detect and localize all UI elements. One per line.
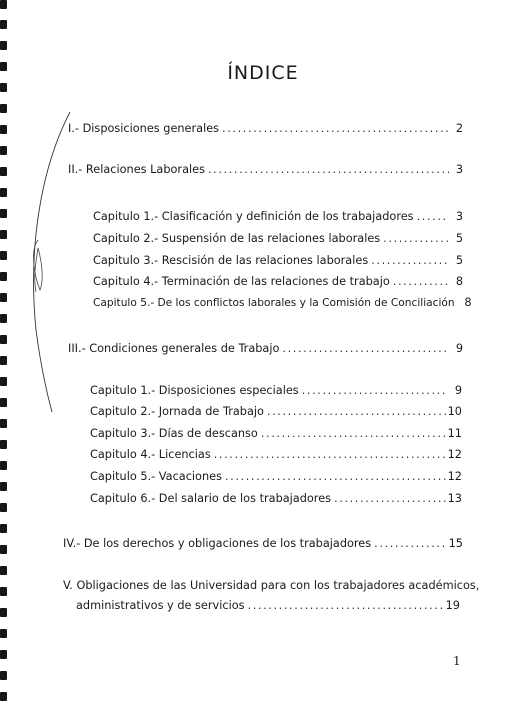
toc-entry-section-4 bbox=[63, 537, 463, 550]
entry-label: Capitulo 2.- Jornada de Trabajo bbox=[90, 405, 264, 418]
toc-entry-chapter bbox=[93, 254, 463, 267]
dot-leader bbox=[225, 470, 446, 483]
dot-leader bbox=[417, 210, 449, 223]
entry-label: Capitulo 5.- Vacaciones bbox=[90, 470, 222, 483]
entry-page-number: 13 bbox=[447, 492, 462, 505]
dot-leader bbox=[282, 342, 449, 355]
entry-label: III.- Condiciones generales de Trabajo bbox=[68, 342, 280, 355]
page-title: ÍNDICE bbox=[227, 62, 299, 84]
entry-label: administrativos y de servicios bbox=[76, 599, 245, 612]
entry-label: Capitulo 1.- Disposiciones especiales bbox=[90, 384, 299, 397]
toc-entry-section-5 bbox=[76, 599, 460, 612]
entry-page-number: 5 bbox=[455, 232, 463, 245]
toc-entry-chapter bbox=[93, 296, 472, 309]
entry-page-number: 15 bbox=[448, 537, 463, 550]
entry-page-number: 8 bbox=[464, 296, 472, 309]
dot-leader bbox=[267, 405, 446, 418]
entry-page-number: 2 bbox=[455, 122, 463, 135]
entry-page-number: 8 bbox=[455, 275, 463, 288]
entry-label: Capitulo 2.- Suspensión de las relaciones laborales bbox=[93, 232, 381, 245]
toc-entry-chapter bbox=[90, 427, 462, 440]
toc-entry-chapter bbox=[90, 470, 462, 483]
entry-page-number: 12 bbox=[447, 448, 462, 461]
page-number: 1 bbox=[453, 654, 461, 668]
entry-label: Capitulo 3.- Rescisión de las relaciones laborales bbox=[93, 254, 369, 267]
dot-leader bbox=[371, 254, 449, 267]
entry-page-number: 12 bbox=[447, 470, 462, 483]
dot-leader bbox=[222, 122, 449, 135]
entry-page-number: 11 bbox=[447, 427, 462, 440]
toc-entry-section-3 bbox=[68, 342, 463, 355]
entry-page-number: 5 bbox=[455, 254, 463, 267]
toc-entry-section-1 bbox=[68, 122, 463, 135]
toc-entry-chapter bbox=[90, 384, 462, 397]
entry-page-number: 10 bbox=[447, 405, 462, 418]
dot-leader bbox=[302, 384, 448, 397]
toc-entry-chapter bbox=[93, 210, 463, 223]
toc-entry-section-2 bbox=[68, 163, 463, 176]
dot-leader bbox=[393, 275, 449, 288]
entry-label: Capitulo 4.- Licencias bbox=[90, 448, 211, 461]
entry-label: I.- Disposiciones generales bbox=[68, 122, 220, 135]
entry-label: II.- Relaciones Laborales bbox=[68, 163, 205, 176]
entry-page-number: 3 bbox=[455, 163, 463, 176]
entry-label: Capitulo 6.- Del salario de los trabajadores bbox=[90, 492, 332, 505]
dot-leader bbox=[248, 599, 444, 612]
entry-label: Capitulo 1.- Clasificación y definición de los trabajadores bbox=[93, 210, 414, 223]
entry-page-number: 9 bbox=[454, 384, 462, 397]
toc-entry-chapter bbox=[90, 448, 462, 461]
entry-label: Capitulo 4.- Terminación de las relaciones de trabajo bbox=[93, 275, 390, 288]
dot-leader bbox=[334, 492, 446, 505]
toc-entry-section-5-line1 bbox=[63, 579, 480, 592]
dot-leader bbox=[208, 163, 449, 176]
toc-entry-chapter bbox=[90, 405, 462, 418]
dot-leader bbox=[383, 232, 449, 245]
entry-label: Capitulo 3.- Días de descanso bbox=[90, 427, 258, 440]
dot-leader bbox=[214, 448, 446, 461]
entry-page-number: 9 bbox=[455, 342, 463, 355]
dot-leader bbox=[261, 427, 446, 440]
entry-page-number: 19 bbox=[445, 599, 460, 612]
dot-leader bbox=[374, 537, 446, 550]
toc-entry-chapter bbox=[90, 492, 462, 505]
toc-entry-chapter bbox=[93, 232, 463, 245]
entry-label: IV.- De los derechos y obligaciones de los trabajadores bbox=[63, 537, 372, 550]
toc-entry-chapter bbox=[93, 275, 463, 288]
entry-label: Capitulo 5.- De los conflictos laborales y la Comisión de Conciliación bbox=[93, 297, 455, 309]
entry-label: V. Obligaciones de las Universidad para con los trabajadores académicos, bbox=[63, 579, 480, 592]
entry-page-number: 3 bbox=[455, 210, 463, 223]
